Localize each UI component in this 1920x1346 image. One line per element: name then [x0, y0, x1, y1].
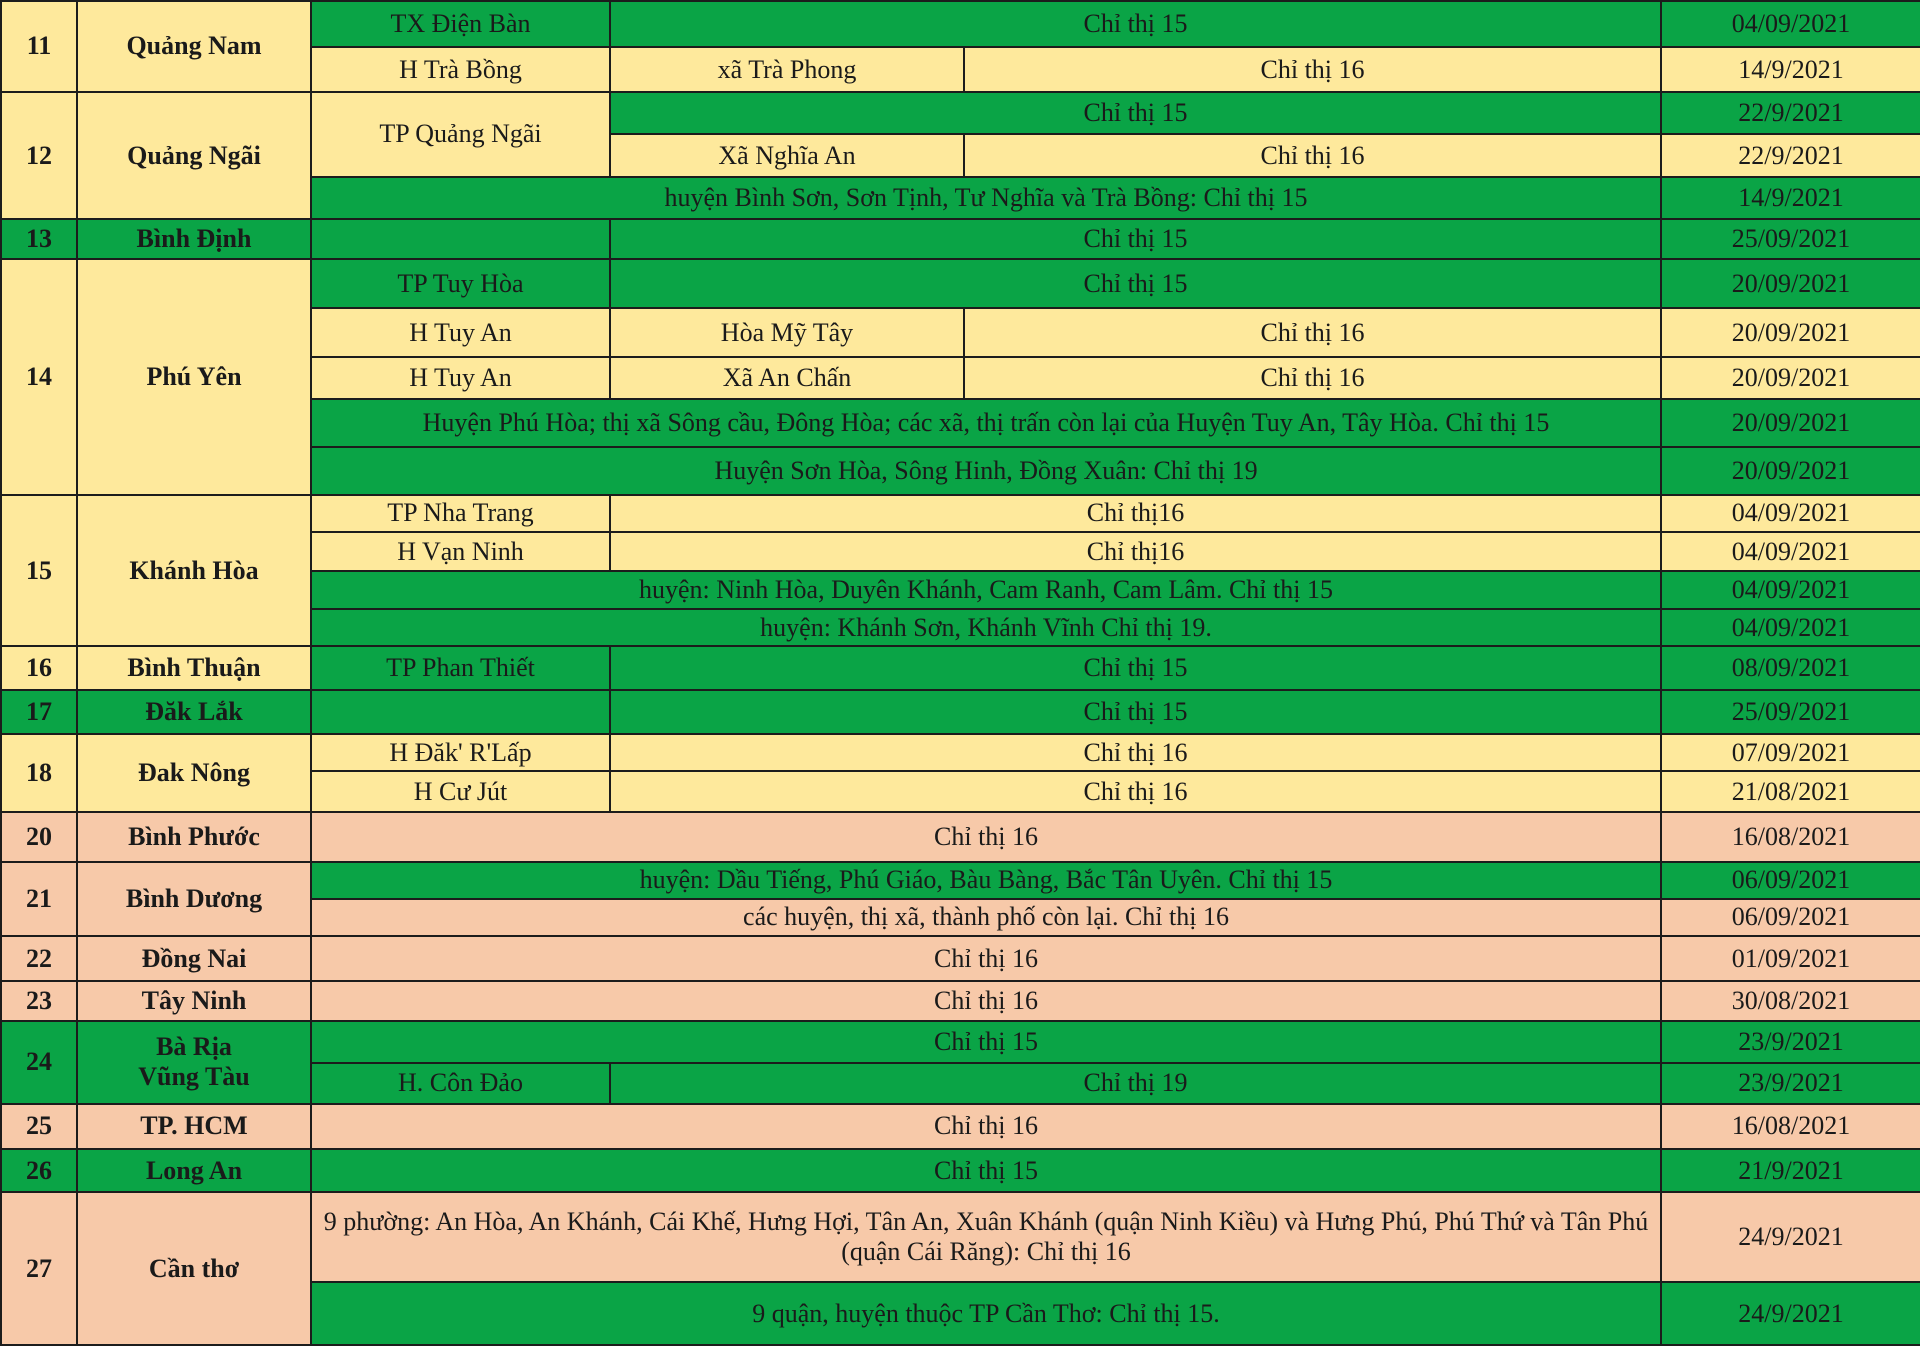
table-row — [1, 936, 1920, 981]
province-name — [77, 1021, 311, 1104]
commune-cell: Hòa Mỹ Tây — [610, 308, 964, 357]
date-cell: 04/09/2021 — [1661, 571, 1920, 608]
province-name: TP. HCM — [77, 1104, 311, 1149]
province-name: Đồng Nai — [77, 936, 311, 981]
date-cell: 16/08/2021 — [1661, 812, 1920, 862]
directive-cell: Chỉ thị 15 — [610, 1, 1661, 47]
date-cell: 25/09/2021 — [1661, 219, 1920, 259]
row-number: 25 — [1, 1104, 77, 1149]
district-cell: TP Tuy Hòa — [311, 259, 610, 307]
province-name: Tây Ninh — [77, 981, 311, 1020]
directive-cell: các huyện, thị xã, thành phố còn lại. Chỉ thị 16 — [311, 899, 1661, 936]
province-name: Bình Thuận — [77, 646, 311, 689]
province-name-line: Vũng Tàu — [138, 1062, 250, 1092]
province-name: Đăk Lắk — [77, 690, 311, 734]
date-cell: 04/09/2021 — [1661, 532, 1920, 571]
directive-cell: Huyện Sơn Hòa, Sông Hinh, Đồng Xuân: Chỉ thị 19 — [311, 447, 1661, 494]
commune-cell: Xã An Chấn — [610, 357, 964, 398]
district-cell: H Cư Jút — [311, 771, 610, 811]
row-number: 24 — [1, 1021, 77, 1104]
province-name: Quảng Ngãi — [77, 92, 311, 219]
row-number: 16 — [1, 646, 77, 689]
directive-cell: Chỉ thị16 — [610, 532, 1661, 571]
row-number: 20 — [1, 812, 77, 862]
date-cell: 21/08/2021 — [1661, 771, 1920, 811]
directive-cell: Chỉ thị 15 — [311, 1021, 1661, 1063]
directive-cell: Chỉ thị 15 — [610, 219, 1661, 259]
table-row — [1, 1192, 1920, 1282]
date-cell: 16/08/2021 — [1661, 1104, 1920, 1149]
table-row — [1, 981, 1920, 1020]
directive-cell: Chỉ thị 16 — [964, 134, 1661, 176]
date-cell: 20/09/2021 — [1661, 447, 1920, 494]
date-cell: 22/9/2021 — [1661, 134, 1920, 176]
province-name: Phú Yên — [77, 259, 311, 494]
directive-cell: Chỉ thị 15 — [610, 259, 1661, 307]
table-row — [1, 690, 1920, 734]
table-row — [1, 734, 1920, 771]
date-cell: 24/9/2021 — [1661, 1282, 1920, 1345]
directive-cell: Chỉ thị 16 — [311, 812, 1661, 862]
directive-cell: Chỉ thị 15 — [311, 1149, 1661, 1192]
date-cell: 14/9/2021 — [1661, 177, 1920, 219]
district-cell — [311, 219, 610, 259]
directive-cell: Chỉ thị 16 — [964, 308, 1661, 357]
province-name: Đak Nông — [77, 734, 311, 812]
date-cell: 25/09/2021 — [1661, 690, 1920, 734]
date-cell: 07/09/2021 — [1661, 734, 1920, 771]
district-cell: TX Điện Bàn — [311, 1, 610, 47]
date-cell: 20/09/2021 — [1661, 308, 1920, 357]
table-row — [1, 646, 1920, 689]
province-name-line: Bà Rịa — [156, 1032, 232, 1062]
row-number: 14 — [1, 259, 77, 494]
date-cell: 23/9/2021 — [1661, 1063, 1920, 1103]
date-cell: 04/09/2021 — [1661, 495, 1920, 532]
directive-cell: Chỉ thị16 — [610, 495, 1661, 532]
date-cell: 14/9/2021 — [1661, 47, 1920, 91]
date-cell: 22/9/2021 — [1661, 92, 1920, 134]
province-name: Quảng Nam — [77, 1, 311, 92]
directive-cell: Chỉ thị 16 — [610, 771, 1661, 811]
date-cell: 30/08/2021 — [1661, 981, 1920, 1020]
commune-cell: Xã Nghĩa An — [610, 134, 964, 176]
directive-cell: 9 quận, huyện thuộc TP Cần Thơ: Chỉ thị 15. — [311, 1282, 1661, 1345]
district-cell — [311, 690, 610, 734]
directive-cell: huyện: Ninh Hòa, Duyên Khánh, Cam Ranh, Cam Lâm. Chỉ thị 15 — [311, 571, 1661, 608]
district-cell: TP Phan Thiết — [311, 646, 610, 689]
directive-cell: Chỉ thị 16 — [964, 47, 1661, 91]
date-cell: 01/09/2021 — [1661, 936, 1920, 981]
date-cell: 04/09/2021 — [1661, 609, 1920, 646]
table-row — [1, 1104, 1920, 1149]
directive-cell: Chỉ thị 19 — [610, 1063, 1661, 1103]
date-cell: 04/09/2021 — [1661, 1, 1920, 47]
date-cell: 23/9/2021 — [1661, 1021, 1920, 1063]
province-name: Bình Phước — [77, 812, 311, 862]
province-name: Khánh Hòa — [77, 495, 311, 646]
province-name: Cần thơ — [77, 1192, 311, 1345]
date-cell: 06/09/2021 — [1661, 899, 1920, 936]
row-number: 21 — [1, 862, 77, 936]
date-cell: 20/09/2021 — [1661, 357, 1920, 398]
province-name: Bình Định — [77, 219, 311, 259]
district-cell: H Trà Bồng — [311, 47, 610, 91]
table-row — [1, 1021, 1920, 1063]
province-name: Bình Dương — [77, 862, 311, 936]
directive-cell: Chỉ thị 16 — [964, 357, 1661, 398]
province-name: Long An — [77, 1149, 311, 1192]
directive-cell: huyện: Dầu Tiếng, Phú Giáo, Bàu Bàng, Bắc Tân Uyên. Chỉ thị 15 — [311, 862, 1661, 898]
table-row — [1, 92, 1920, 134]
table-row — [1, 862, 1920, 898]
commune-cell: xã Trà Phong — [610, 47, 964, 91]
row-number: 26 — [1, 1149, 77, 1192]
district-cell: H Tuy An — [311, 357, 610, 398]
directive-cell: 9 phường: An Hòa, An Khánh, Cái Khế, Hưng Hợi, Tân An, Xuân Khánh (quận Ninh Kiều) và Hưng Phú, Phú Thứ và Tân Phú (quận Cái Răng): Chỉ thị 16 — [311, 1192, 1661, 1282]
directive-cell: Chỉ thị 15 — [610, 690, 1661, 734]
row-number: 22 — [1, 936, 77, 981]
directive-cell: huyện Bình Sơn, Sơn Tịnh, Tư Nghĩa và Trà Bồng: Chỉ thị 15 — [311, 177, 1661, 219]
table-row — [1, 219, 1920, 259]
row-number: 15 — [1, 495, 77, 646]
date-cell: 08/09/2021 — [1661, 646, 1920, 689]
row-number: 12 — [1, 92, 77, 219]
table-row — [1, 1, 1920, 47]
district-cell: H Đăk' R'Lấp — [311, 734, 610, 771]
row-number: 23 — [1, 981, 77, 1020]
directive-cell: Chỉ thị 16 — [311, 936, 1661, 981]
table-row — [1, 495, 1920, 532]
directive-cell: Chỉ thị 16 — [311, 1104, 1661, 1149]
district-cell: TP Quảng Ngãi — [311, 92, 610, 177]
table-row — [1, 259, 1920, 307]
district-cell: TP Nha Trang — [311, 495, 610, 532]
row-number: 18 — [1, 734, 77, 812]
district-cell: H Vạn Ninh — [311, 532, 610, 571]
district-cell: H. Côn Đảo — [311, 1063, 610, 1103]
table-row — [1, 812, 1920, 862]
directive-cell: Chỉ thị 16 — [610, 734, 1661, 771]
directive-cell: Chỉ thị 16 — [311, 981, 1661, 1020]
date-cell: 21/9/2021 — [1661, 1149, 1920, 1192]
date-cell: 20/09/2021 — [1661, 399, 1920, 447]
row-number: 13 — [1, 219, 77, 259]
directive-cell: Chỉ thị 15 — [610, 92, 1661, 134]
directive-cell: Chỉ thị 15 — [610, 646, 1661, 689]
table-row — [1, 1149, 1920, 1192]
date-cell: 24/9/2021 — [1661, 1192, 1920, 1282]
district-cell: H Tuy An — [311, 308, 610, 357]
directive-cell: huyện: Khánh Sơn, Khánh Vĩnh Chỉ thị 19. — [311, 609, 1661, 646]
row-number: 27 — [1, 1192, 77, 1345]
row-number: 17 — [1, 690, 77, 734]
row-number: 11 — [1, 1, 77, 92]
directive-cell: Huyện Phú Hòa; thị xã Sông cầu, Đông Hòa; các xã, thị trấn còn lại của Huyện Tuy An, Tây Hòa. Chỉ thị 15 — [311, 399, 1661, 447]
date-cell: 06/09/2021 — [1661, 862, 1920, 898]
date-cell: 20/09/2021 — [1661, 259, 1920, 307]
